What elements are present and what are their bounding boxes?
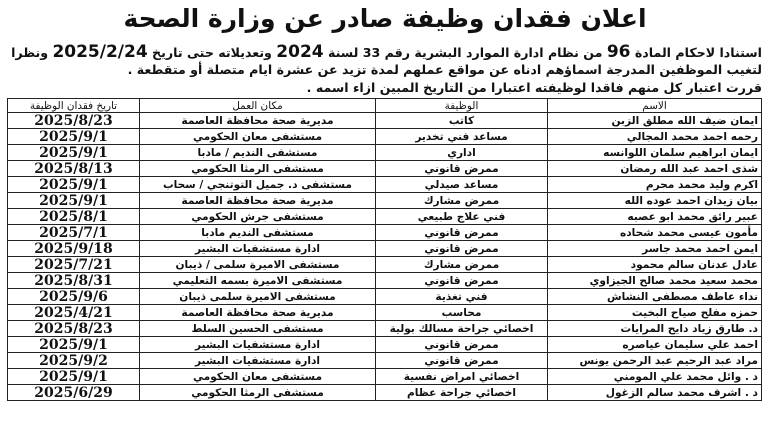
cell-place: مستشفى الرمثا الحكومي bbox=[140, 161, 376, 177]
table-row bbox=[8, 385, 762, 401]
cell-place: مديرية صحة محافظة العاصمة bbox=[140, 113, 376, 129]
cell-job: فني تغذية bbox=[376, 289, 548, 305]
cell-place: ادارة مستشفيات البشير bbox=[140, 241, 376, 257]
cell-name: محمد سعيد محمد صالح الجيزاوي bbox=[548, 273, 762, 289]
table-row bbox=[8, 321, 762, 337]
table-row bbox=[8, 209, 762, 225]
cell-name: مراد عبد الرحيم عبد الرحمن يونس bbox=[548, 353, 762, 369]
table-header-row bbox=[8, 99, 762, 113]
table-body bbox=[8, 113, 762, 401]
header-place: مكان العمل bbox=[140, 99, 376, 113]
cell-name: حمزه مفلح صياح البخيت bbox=[548, 305, 762, 321]
cell-job: ممرض مشارك bbox=[376, 193, 548, 209]
table-row bbox=[8, 289, 762, 305]
table-row bbox=[8, 129, 762, 145]
cell-date: 2025/9/1 bbox=[8, 177, 140, 193]
header-date: تاريخ فقدان الوظيفة bbox=[8, 99, 140, 113]
table-row bbox=[8, 257, 762, 273]
intro-year: 2024 bbox=[276, 42, 324, 62]
cell-date: 2025/8/1 bbox=[8, 209, 140, 225]
cell-date: 2025/8/23 bbox=[8, 321, 140, 337]
cell-name: احمد علي سليمان عياصره bbox=[548, 337, 762, 353]
table-row bbox=[8, 113, 762, 129]
header-job: الوظيفة bbox=[376, 99, 548, 113]
table-row bbox=[8, 369, 762, 385]
cell-place: مستشفى الاميرة بسمه التعليمي bbox=[140, 273, 376, 289]
cell-place: ادارة مستشفيات البشير bbox=[140, 337, 376, 353]
cell-date: 2025/9/1 bbox=[8, 145, 140, 161]
cell-place: مستشفى الاميرة سلمى / ذيبان bbox=[140, 257, 376, 273]
table-row bbox=[8, 353, 762, 369]
cell-date: 2025/9/1 bbox=[8, 129, 140, 145]
table-row bbox=[8, 145, 762, 161]
intro-date: 2025/2/24 bbox=[52, 42, 148, 62]
cell-date: 2025/7/21 bbox=[8, 257, 140, 273]
cell-date: 2025/8/13 bbox=[8, 161, 140, 177]
table-row bbox=[8, 337, 762, 353]
cell-job: ممرض قانوني bbox=[376, 225, 548, 241]
cell-date: 2025/8/31 bbox=[8, 273, 140, 289]
cell-place: مستشفى د. جميل التوتنجي / سحاب bbox=[140, 177, 376, 193]
cell-name: عبير رائق محمد ابو عصبه bbox=[548, 209, 762, 225]
cell-job: كاتب bbox=[376, 113, 548, 129]
cell-name: ايمن احمد محمد جاسر bbox=[548, 241, 762, 257]
announcement-title: اعلان فقدان وظيفة صادر عن وزارة الصحة bbox=[123, 4, 647, 33]
header-name: الاسم bbox=[548, 99, 762, 113]
intro-part-1: استنادا لاحكام المادة bbox=[634, 45, 762, 60]
cell-job: ممرض قانوني bbox=[376, 241, 548, 257]
intro-part-4: ونظرا bbox=[11, 45, 49, 60]
cell-place: ادارة مستشفيات البشير bbox=[140, 353, 376, 369]
cell-date: 2025/4/21 bbox=[8, 305, 140, 321]
cell-job: ممرض قانوني bbox=[376, 161, 548, 177]
cell-job: اخصائي جراحة مسالك بولية bbox=[376, 321, 548, 337]
cell-job: ممرض قانوني bbox=[376, 337, 548, 353]
table-row bbox=[8, 193, 762, 209]
cell-date: 2025/9/18 bbox=[8, 241, 140, 257]
cell-job: ممرض قانوني bbox=[376, 273, 548, 289]
cell-place: مستشفى الحسين السلط bbox=[140, 321, 376, 337]
cell-place: مستشفى النديم / مادبا bbox=[140, 145, 376, 161]
intro-line-3: قررت اعتبار كل منهم فاقدا لوظيفته اعتبارا من التاريخ المبين ازاء اسمه . bbox=[306, 80, 762, 95]
cell-name: عادل عدنان سالم محمود bbox=[548, 257, 762, 273]
table-row bbox=[8, 177, 762, 193]
cell-name: د. طارق زياد دايح المرايات bbox=[548, 321, 762, 337]
cell-job: مساعد فني تخدير bbox=[376, 129, 548, 145]
cell-name: د . اشرف محمد سالم الزغول bbox=[548, 385, 762, 401]
cell-place: مستشفى الاميرة سلمى ذيبان bbox=[140, 289, 376, 305]
intro-line-1 bbox=[8, 44, 762, 61]
cell-name: د . وائل محمد علي المومني bbox=[548, 369, 762, 385]
cell-place: مستشفى معان الحكومي bbox=[140, 369, 376, 385]
table-row bbox=[8, 241, 762, 257]
cell-job: فني علاج طبيعي bbox=[376, 209, 548, 225]
cell-name: اكرم وليد محمد محرم bbox=[548, 177, 762, 193]
employees-table bbox=[7, 98, 762, 401]
cell-place: مستشفى جرش الحكومي bbox=[140, 209, 376, 225]
cell-place: مستشفى الرمثا الحكومي bbox=[140, 385, 376, 401]
cell-date: 2025/9/1 bbox=[8, 337, 140, 353]
cell-name: شذى احمد عبد الله رمضان bbox=[548, 161, 762, 177]
cell-date: 2025/9/1 bbox=[8, 193, 140, 209]
table-row bbox=[8, 225, 762, 241]
cell-date: 2025/9/2 bbox=[8, 353, 140, 369]
cell-job: مساعد صيدلي bbox=[376, 177, 548, 193]
intro-part-2: من نظام ادارة الموارد البشرية رقم 33 لسنة bbox=[328, 45, 603, 60]
table-row bbox=[8, 273, 762, 289]
cell-date: 2025/9/6 bbox=[8, 289, 140, 305]
intro-part-3: وتعديلاته حتى تاريخ bbox=[152, 45, 272, 60]
intro-article-number: 96 bbox=[606, 42, 631, 62]
cell-date: 2025/6/29 bbox=[8, 385, 140, 401]
cell-date: 2025/9/1 bbox=[8, 369, 140, 385]
cell-name: ايمان ابراهيم سلمان اللوانسه bbox=[548, 145, 762, 161]
cell-job: ممرض مشارك bbox=[376, 257, 548, 273]
cell-name: ايمان ضيف الله مطلق الزبن bbox=[548, 113, 762, 129]
cell-job: اداري bbox=[376, 145, 548, 161]
cell-name: مأمون عيسى محمد شحاده bbox=[548, 225, 762, 241]
cell-job: اخصائي جراحة عظام bbox=[376, 385, 548, 401]
cell-job: اخصائي امراض نفسية bbox=[376, 369, 548, 385]
cell-name: نداء عاطف مصطفى النشاش bbox=[548, 289, 762, 305]
cell-job: ممرض قانوني bbox=[376, 353, 548, 369]
cell-job: محاسب bbox=[376, 305, 548, 321]
cell-date: 2025/8/23 bbox=[8, 113, 140, 129]
cell-place: مديرية صحة محافظة العاصمة bbox=[140, 193, 376, 209]
cell-name: رحمه احمد محمد المجالي bbox=[548, 129, 762, 145]
cell-place: مستشفى النديم مادبا bbox=[140, 225, 376, 241]
cell-place: مستشفى معان الحكومي bbox=[140, 129, 376, 145]
table-row bbox=[8, 161, 762, 177]
table-row bbox=[8, 305, 762, 321]
cell-place: مديرية صحة محافظة العاصمة bbox=[140, 305, 376, 321]
intro-line-2: لتغيب الموظفين المدرجة اسماؤهم ادناه عن مواقع عملهم لمدة تزيد عن عشرة ايام متصلة أو متقطعة . bbox=[127, 62, 762, 77]
cell-date: 2025/7/1 bbox=[8, 225, 140, 241]
cell-name: بيان زيدان احمد عوده الله bbox=[548, 193, 762, 209]
